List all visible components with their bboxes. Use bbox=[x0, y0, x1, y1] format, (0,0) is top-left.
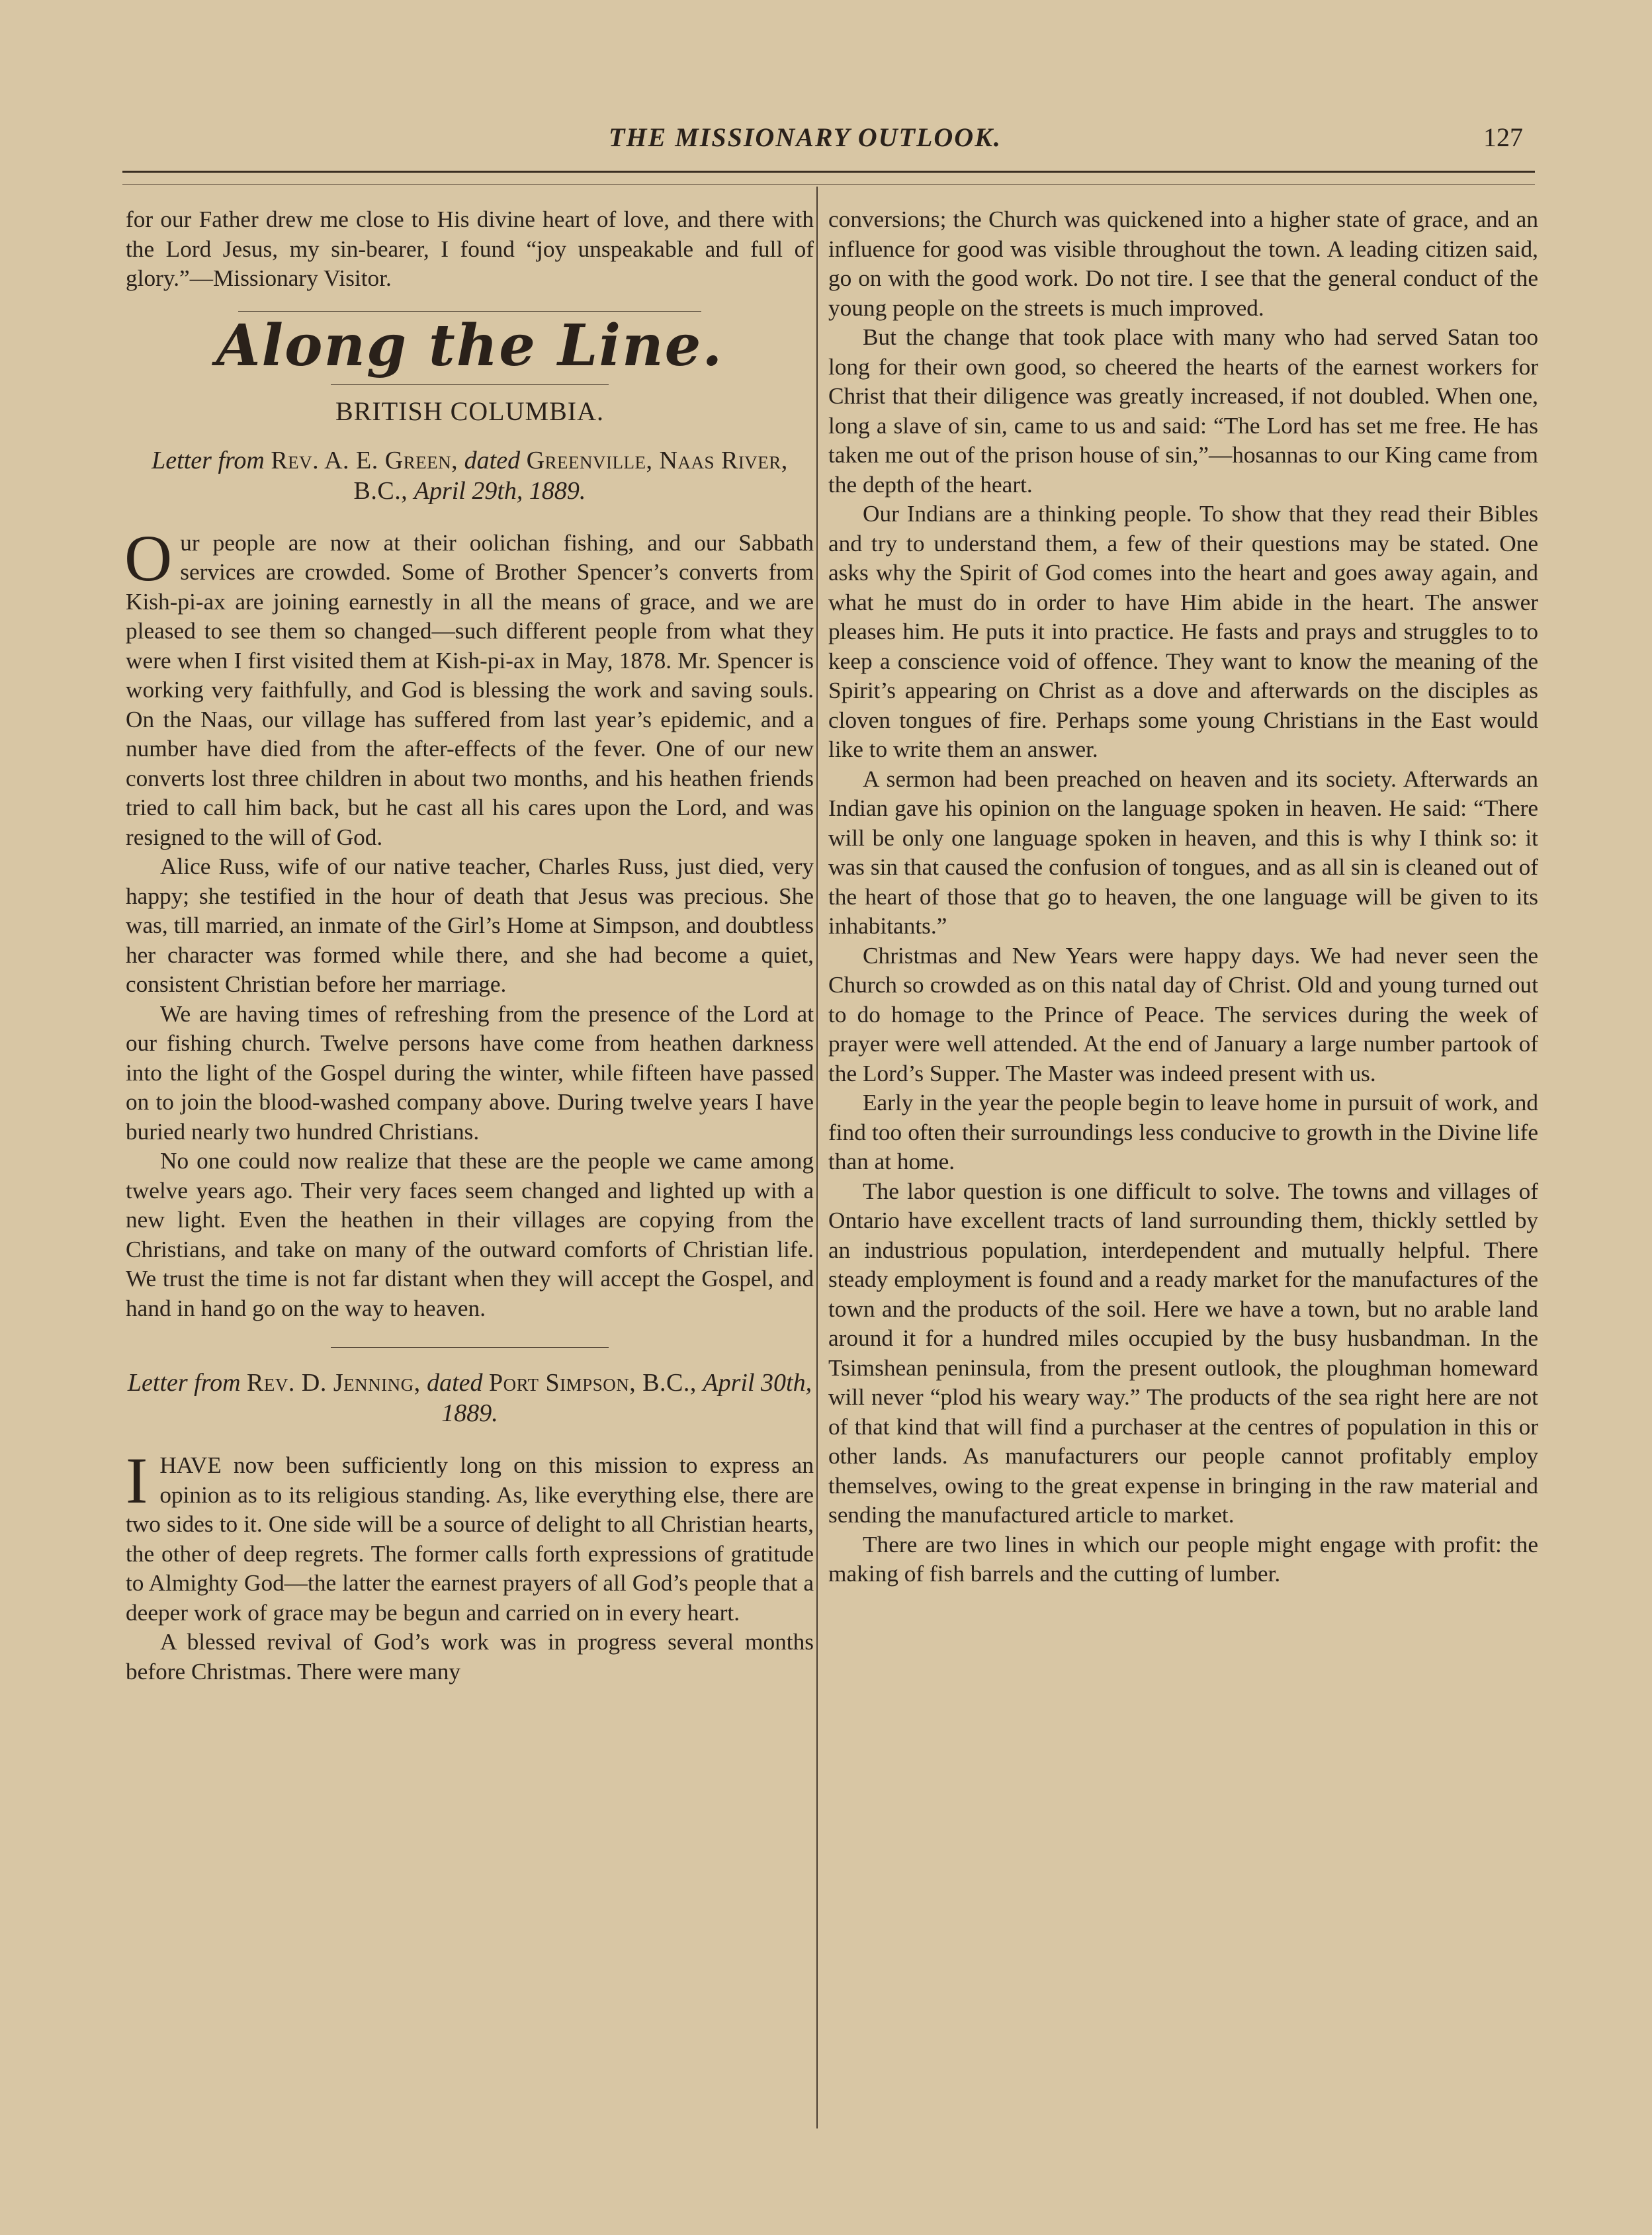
letter-place: Greenville, Naas River, B.C., bbox=[353, 446, 788, 505]
paragraph: The labor question is one difficult to solve. The towns and villages of Ontario have excellent tracts of land surrounding them, thickly settled by an industrious population, interdependent and mutually helpful. There steady employment is found and a ready market for the manufactures of the town and the products of the soil. Here we have a town, but no arable land around it for a hundred miles occupied by the busy husbandman. In the Tsimshean peninsula, from the present outlook, the ploughman homeward will never “plod his weary way.” The products of the sea right here are not of that kind that will find a purchaser at the centres of population in this or other lands. As manufacturers our people cannot profitably employ themselves, owing to the great expense in bringing in the raw material and sending the manufactured article to market. bbox=[828, 1178, 1538, 1528]
letter-heading-green bbox=[126, 445, 814, 506]
paragraph: But the change that took place with many who had served Satan too long for their own good, so cheered the hearts of the earnest workers for Christ that their diligence was greatly increased, if not doubled. When one, long a slave of sin, came to us and said: “The Lord has set me free. He has taken me out of the prison house of sin,”—hosannas to our King came from the depth of the heart. bbox=[828, 324, 1538, 498]
drop-cap: O bbox=[124, 521, 173, 595]
paragraph: Our Indians are a thinking people. To show that they read their Bibles and try to understand them, a few of their questions may be stated. One asks why the Spirit of God comes into the heart and goes away again, and what he must do in order to have Him abide in the heart. The answer pleases him. He puts it into practice. He fasts and prays and struggles to to keep a conscience void of offence. They want to know the meaning of the Spirit’s appearing on Christ as a dove and afterwards on the disciples as cloven tongues of fire. Perhaps some young Christians in the East would like to write them an answer. bbox=[828, 501, 1538, 762]
letter-author: Rev. D. Jenning, bbox=[247, 1369, 421, 1397]
paragraph bbox=[126, 1444, 814, 1628]
paragraph: Alice Russ, wife of our native teacher, Charles Russ, just died, very happy; she testified in the hour of death that Jesus was precious. She was, till married, an inmate of the Girl’s Home at Simpson, and doubtless her character was formed while there, and she had become a quiet, consistent Christian before her marriage. bbox=[126, 854, 814, 997]
page-number: 127 bbox=[1483, 122, 1523, 152]
region-heading: BRITISH COLUMBIA. bbox=[335, 396, 604, 426]
paragraph: We are having times of refreshing from the presence of the Lord at our fishing church. Twelve persons have come from heathen darkness into the light of the Gospel during the winter, while fifteen have passed on to join the blood-washed company above. During twelve years I have buried nearly two hundred Christians. bbox=[126, 1000, 814, 1145]
left-column bbox=[126, 205, 814, 1687]
right-column bbox=[828, 205, 1538, 1589]
paragraph-text: HAVE now been sufficiently long on this mission to express an opinion as to its religious standing. As, like everything else, there are two sides to it. One side will be a source of delight to all Christian hearts, the other of deep regrets. The former calls forth expressions of gratitude to Almighty God—the latter the earnest prayers of all God’s people that a deeper work of grace may be begun and carried on in every heart. bbox=[126, 1452, 814, 1626]
letter-date: April 29th, 1889. bbox=[413, 476, 586, 505]
paragraph: conversions; the Church was quickened into a higher state of grace, and an influence for good was visible throughout the town. A leading citizen said, go on with the good work. Do not tire. I see that the general conduct of the young people on the streets is much improved. bbox=[828, 206, 1538, 321]
paragraph: No one could now realize that these are the people we came among twelve years ago. Their very faces seem changed and lighted up with a new light. Even the heathen in their villages are copying from the Christians, and take on many of the outward comforts of Christian life. We trust the time is not far distant when they will accept the Gospel, and hand in hand go on the way to heaven. bbox=[126, 1148, 814, 1321]
paragraph: A sermon had been preached on heaven and its society. Afterwards an Indian gave his opinion on the language spoken in heaven. He said: “There will be only one language spoken in heaven, and this is why I think so: it was sin that caused the confusion of tongues, and as all sin is cleaned out of the heart of those that go to heaven, the one language will be given to its inhabitants.” bbox=[828, 766, 1538, 939]
letter-dated: dated bbox=[427, 1369, 483, 1397]
paragraph-text: ur people are now at their oolichan fishing, and our Sabbath services are crowded. Some of Brother Spencer’s converts from Kish-pi-ax are joining earnestly in all the means of grace, and we are pleased to see them so changed—such different people from what they were when I first visited them at Kish-pi-ax in May, 1878. Mr. Spencer is working very faithfully, and God is blessing the work and saving souls. On the Naas, our village has suffered from last year’s epidemic, and a number have died from the after-effects of the fever. One of our new converts lost three children in about two months, and his heathen friends tried to call him back, but he cast all his cares upon the Lord, and was resigned to the will of God. bbox=[126, 529, 814, 850]
paragraph: A blessed revival of God’s work was in progress several months before Christmas. There were many bbox=[126, 1629, 814, 1685]
paragraph: Early in the year the people begin to leave home in pursuit of work, and find too often their surroundings less conducive to growth in the Divine life than at home. bbox=[828, 1090, 1538, 1174]
intro-paragraph: for our Father drew me close to His divine heart of love, and there with the Lord Jesus, my sin-bearer, I found “joy unspeakable and full of glory.”—Missionary Visitor. bbox=[126, 206, 814, 291]
separator-rule bbox=[331, 1347, 609, 1348]
letter-heading-jenning bbox=[126, 1368, 814, 1428]
letter-prefix: Letter from bbox=[127, 1369, 241, 1397]
journal-title: THE MISSIONARY OUTLOOK. bbox=[609, 122, 1002, 152]
drop-cap: I bbox=[126, 1444, 148, 1517]
header-rule bbox=[122, 171, 1535, 173]
letter-dated: dated bbox=[464, 446, 521, 474]
letter-prefix: Letter from bbox=[152, 446, 265, 474]
paragraph: Christmas and New Years were happy days. We had never seen the Church so crowded as on this natal day of Christ. Old and young turned out to do homage to the Prince of Peace. The services during the week of prayer were well attended. At the end of January a large number partook of the Lord’s Supper. The Master was indeed present with us. bbox=[828, 942, 1538, 1086]
letter-place: Port Simpson, B.C., bbox=[489, 1369, 697, 1397]
title-rule bbox=[331, 384, 609, 385]
paragraph: There are two lines in which our people might engage with profit: the making of fish barrels and the cutting of lumber. bbox=[828, 1531, 1538, 1587]
separator-rule bbox=[238, 311, 701, 312]
section-title: Along the Line. bbox=[216, 312, 724, 379]
paragraph bbox=[124, 521, 814, 853]
header-rule-thin bbox=[122, 184, 1535, 185]
letter-author: Rev. A. E. Green, bbox=[271, 446, 458, 474]
letter-date: April 30th, 1889. bbox=[441, 1369, 812, 1427]
running-head bbox=[119, 118, 1535, 171]
column-divider bbox=[816, 187, 818, 2128]
